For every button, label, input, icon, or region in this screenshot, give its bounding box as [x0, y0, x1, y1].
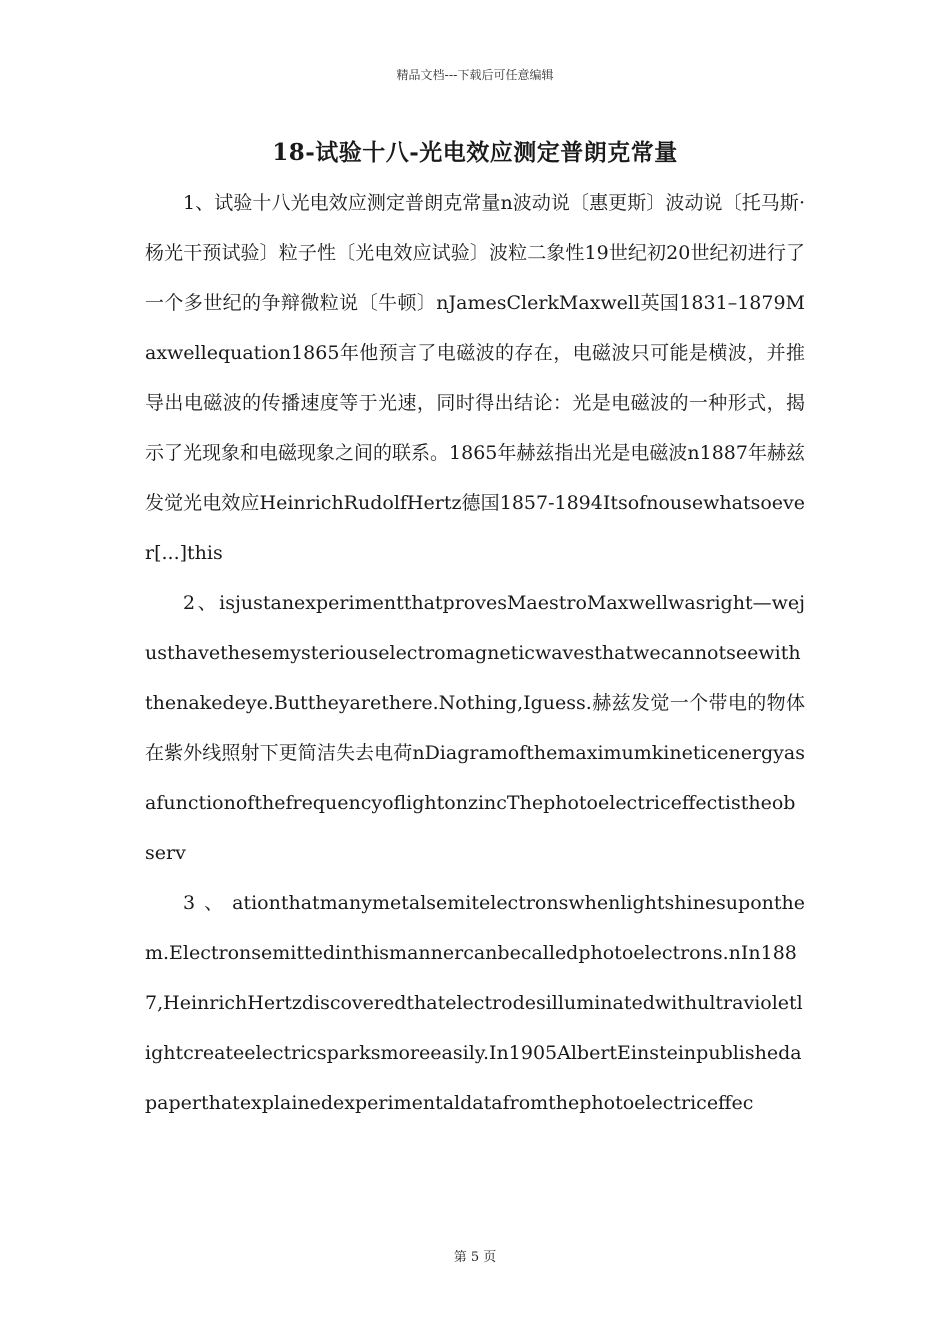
document-title: 18-试验十八-光电效应测定普朗克常量 [272, 139, 678, 166]
paragraph-1: 1、试验十八光电效应测定普朗克常量n波动说〔惠更斯〕波动说〔托马斯·杨光干预试验〕粒子性〔光电效应试验〕波粒二象性19世纪初20世纪初进行了一个多世纪的争辩微粒说〔牛顿〕nJamesClerkMaxwell英国1831–1879Maxwellequation1865年他预言了电磁波的存在，电磁波只可能是横波，并推导出电磁波的传播速度等于光速，同时得出结论：光是电磁波的一种形式，揭示了光现象和电磁现象之间的联系。1865年赫兹指出光是电磁波n1887年赫兹发觉光电效应HeinrichRudolfHertz德国1857-1894Itsofnousewhatsoever[...]this [145, 192, 805, 564]
page-number: 第 5 页 [453, 1250, 497, 1265]
paragraph-3: 3、ationthatmanymetalsemitelectronswhenlightshinesuponthem.Electronsemittedinthismannercanbecalledphotoelectrons.nIn1887,HeinrichHertzdiscoveredthatelectrodesilluminatedwithultravioletlightcreateelectricsparksmoreeasily.In1905AlbertEinsteinpublishedapaperthatexplainedexperimentaldatafromthephotoelectriceffec [145, 892, 805, 1114]
page-header: 精品文档---下载后可任意编辑 [396, 68, 554, 82]
paragraph-2: 2、isjustanexperimentthatprovesMaestroMaxwellwasright—wejusthavethesemysteriouselectromagneticwavesthatwecannotseewiththenakedeye.Buttheyarethere.Nothing,Iguess.赫兹发觉一个带电的物体在紫外线照射下更简洁失去电荷nDiagramofthemaximumkineticenergyasafunctionofthefrequencyoflightonzincThephotoelectriceffectistheobserv [145, 592, 805, 864]
document-body [145, 178, 805, 1128]
